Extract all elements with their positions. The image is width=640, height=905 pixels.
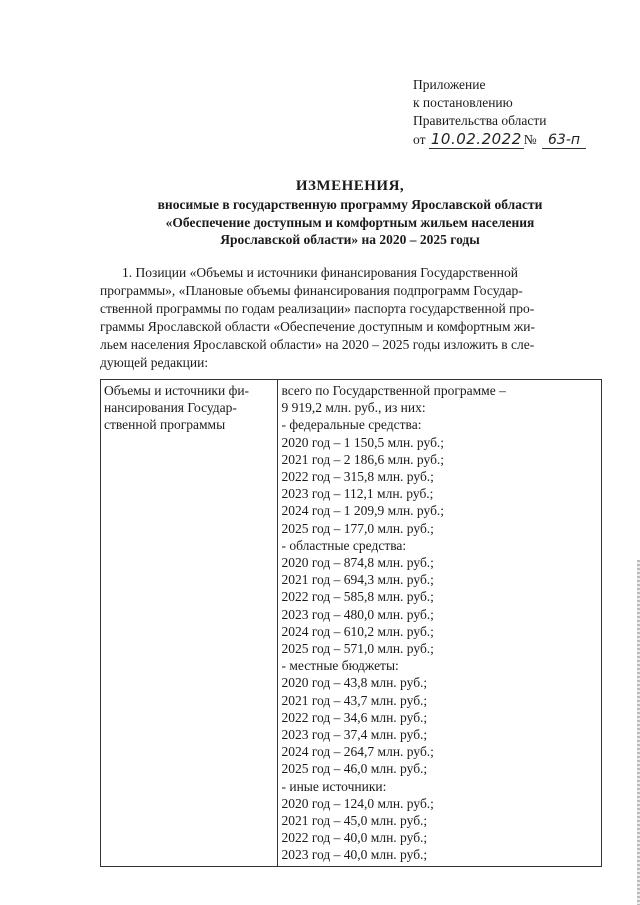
title-line-3: «Обеспечение доступным и комфортным жильем населения <box>165 214 535 230</box>
value-line: 9 919,2 млн. руб., из них: <box>281 400 426 416</box>
title-main: ИЗМЕНЕНИЯ, <box>295 178 405 194</box>
value-line: 2022 год – 40,0 млн. руб.; <box>281 830 428 846</box>
value-line: 2022 год – 34,6 млн. руб.; <box>281 709 428 725</box>
from-label: от <box>413 132 426 147</box>
value-line: 2024 год – 610,2 млн. руб.; <box>281 623 434 639</box>
value-line: 2020 год – 43,8 млн. руб.; <box>281 675 428 691</box>
value-line: 2020 год – 1 150,5 млн. руб.; <box>281 434 445 450</box>
value-line: - иные источники: <box>281 778 387 794</box>
value-line: всего по Государственной программе – <box>281 383 506 398</box>
handwritten-date: 10.02.2022 <box>430 130 522 148</box>
table-row <box>101 380 602 867</box>
value-line: 2025 год – 46,0 млн. руб.; <box>281 761 428 777</box>
paragraph-line: программы», «Плановые объемы финансирования подпрограмм Государ- <box>100 283 523 298</box>
value-line: 2021 год – 45,0 млн. руб.; <box>281 813 428 829</box>
amendment-paragraph <box>100 264 602 372</box>
paragraph-line: льем населения Ярославской области» на 2020 – 2025 годы изложить в сле- <box>100 337 535 352</box>
table-cell-label <box>101 380 278 867</box>
appendix-date-line <box>413 130 586 149</box>
value-line: - федеральные средства: <box>281 417 422 433</box>
value-line: 2021 год – 2 186,6 млн. руб.; <box>281 451 445 467</box>
value-line: 2024 год – 264,7 млн. руб.; <box>281 744 434 760</box>
appendix-header <box>413 76 586 149</box>
paragraph-line: 1. Позиции «Объемы и источники финансирования Государственной <box>122 265 518 280</box>
value-line: 2025 год – 177,0 млн. руб.; <box>281 520 434 536</box>
value-line: 2023 год – 480,0 млн. руб.; <box>281 606 434 622</box>
value-line: 2021 год – 43,7 млн. руб.; <box>281 692 428 708</box>
paragraph-line: граммы Ярославской области «Обеспечение доступным и комфортным жи- <box>100 319 535 334</box>
appendix-line-1: Приложение <box>413 77 486 92</box>
financing-table <box>100 379 602 867</box>
value-line: 2020 год – 874,8 млн. руб.; <box>281 555 434 571</box>
value-line: 2023 год – 40,0 млн. руб.; <box>281 847 428 863</box>
value-line: 2023 год – 37,4 млн. руб.; <box>281 727 428 743</box>
number-label: № <box>523 132 537 147</box>
label-line: Объемы и источники фи- <box>104 383 250 398</box>
value-line: 2023 год – 112,1 млн. руб.; <box>281 486 434 502</box>
value-line: - местные бюджеты: <box>281 658 399 674</box>
paragraph-line: ственной программы по годам реализации» паспорта государственной про- <box>100 301 535 316</box>
value-line: 2022 год – 585,8 млн. руб.; <box>281 589 434 605</box>
paragraph-line: дующей редакции: <box>100 355 209 370</box>
title-line-4: Ярославской области» на 2020 – 2025 годы <box>220 232 480 247</box>
value-line: 2022 год – 315,8 млн. руб.; <box>281 469 434 485</box>
handwritten-number: 63-п <box>542 132 586 149</box>
value-line: 2024 год – 1 209,9 млн. руб.; <box>281 503 445 519</box>
label-line: нансирования Государ- <box>104 400 237 416</box>
value-line: 2021 год – 694,3 млн. руб.; <box>281 572 434 588</box>
value-line: 2025 год – 571,0 млн. руб.; <box>281 641 434 657</box>
title-line-2: вносимые в государственную программу Ярославской области <box>157 197 543 212</box>
value-line: 2020 год – 124,0 млн. руб.; <box>281 795 434 811</box>
label-line: ственной программы <box>104 417 226 433</box>
document-title <box>100 176 600 249</box>
value-line: - областные средства: <box>281 537 407 553</box>
table-cell-values <box>278 380 602 867</box>
appendix-line-3: Правительства области <box>413 113 547 128</box>
appendix-line-2: к постановлению <box>413 95 513 110</box>
